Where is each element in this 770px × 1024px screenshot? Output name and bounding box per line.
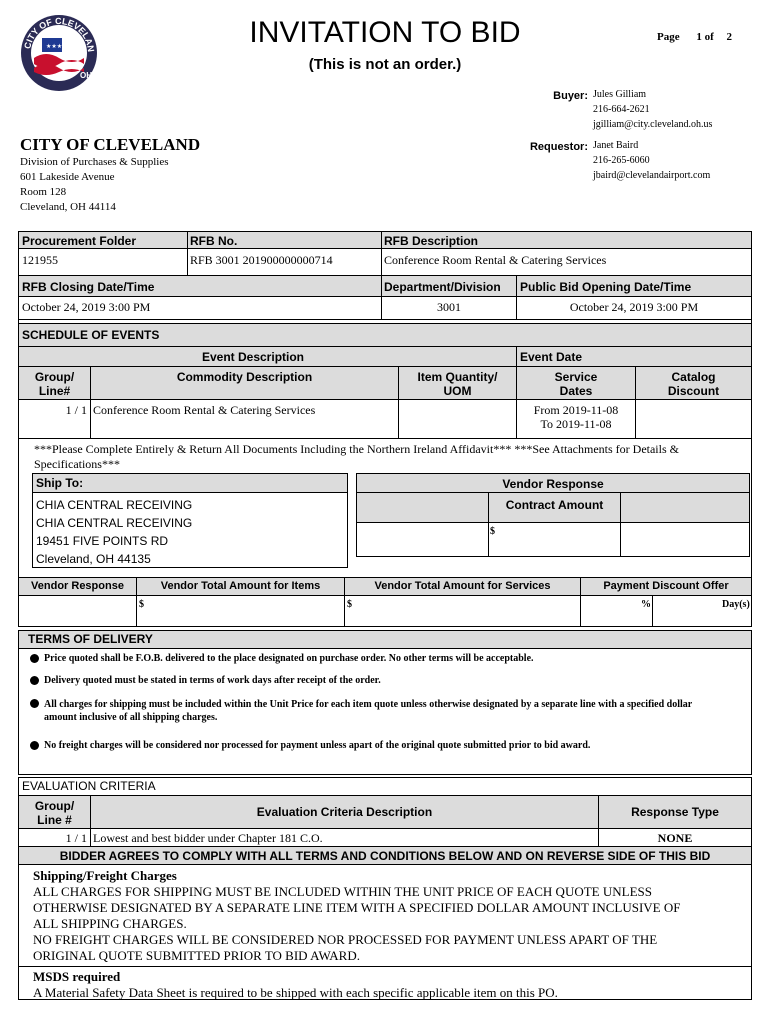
buyer-label: Buyer: [553, 90, 588, 102]
city-address-line-3: Room 128 [20, 186, 67, 198]
shipping-freight-text [33, 884, 748, 964]
terms-title: TERMS OF DELIVERY [28, 632, 153, 646]
rfb-description-label: RFB Description [384, 234, 479, 248]
rfb-description-value: Conference Room Rental & Catering Services [384, 253, 607, 267]
col-catalog: Catalog [671, 370, 716, 384]
bid-opening-value: October 24, 2019 3:00 PM [569, 300, 699, 314]
event-date-header: Event Date [520, 350, 583, 364]
rfb-closing-label: RFB Closing Date/Time [22, 280, 155, 294]
department-value: 3001 [437, 300, 461, 314]
schedule-row-service-dates [517, 403, 635, 431]
ship-to-line-4: Cleveland, OH 44135 [36, 552, 151, 566]
shipping-line-1: ALL CHARGES FOR SHIPPING MUST BE INCLUDED WITHIN THE UNIT PRICE OF EACH QUOTE UNLESS [33, 884, 652, 899]
col-group-header [19, 370, 90, 398]
col-uom: UOM [443, 384, 472, 398]
term-item-2: Delivery quoted must be stated in terms of work days after receipt of the order. [44, 675, 381, 686]
buyer-name: Jules Gilliam [593, 89, 647, 100]
ship-to-line-2: CHIA CENTRAL RECEIVING [36, 516, 193, 530]
page-current: 1 [696, 31, 702, 43]
procurement-folder-value: 121955 [22, 253, 58, 267]
discount-days-label: Day(s) [722, 599, 750, 610]
eval-row-description: Lowest and best bidder under Chapter 181 C.O. [93, 831, 323, 845]
bullet-icon [30, 741, 39, 750]
requestor-name: Janet Baird [593, 140, 639, 151]
vendor-response-title: Vendor Response [502, 477, 604, 491]
requestor-phone: 216-265-6060 [593, 155, 650, 166]
term-item-4: No freight charges will be considered nor processed for payment unless apart of the original quote submitted prior to bid award. [44, 740, 591, 751]
shipping-line-3: ALL SHIPPING CHARGES. [33, 916, 187, 931]
eval-col-description-header: Evaluation Criteria Description [256, 805, 433, 819]
vendor-services-col: Vendor Total Amount for Services [374, 580, 551, 592]
contract-amount-dollar: $ [490, 526, 495, 537]
services-amount-input[interactable] [356, 597, 578, 625]
service-to-date: To 2019-11-08 [540, 417, 612, 431]
requestor-label: Requestor: [529, 141, 588, 153]
eval-row-response: NONE [657, 831, 693, 845]
rfb-no-label: RFB No. [190, 234, 238, 248]
col-commodity-header: Commodity Description [176, 370, 313, 384]
special-instructions-note: ***Please Complete Entirely & Return All Documents Including the Northern Ireland Affidavit*** ***See Attachments for Details & Specifications*** [34, 442, 679, 471]
col-catalog-discount-header [636, 370, 751, 398]
page-indicator [657, 31, 732, 43]
contract-amount-input[interactable] [498, 524, 618, 556]
ship-to-label: Ship To: [36, 476, 84, 490]
document-subtitle: (This is not an order.) [308, 56, 462, 73]
vendor-items-col: Vendor Total Amount for Items [160, 580, 321, 592]
col-service: Service [554, 370, 598, 384]
city-address-line-4: Cleveland, OH 44114 [20, 201, 116, 213]
shipping-freight-title: Shipping/Freight Charges [33, 868, 177, 883]
col-quantity-header [399, 370, 516, 398]
bullet-icon [30, 676, 39, 685]
bidder-agrees-banner: BIDDER AGREES TO COMPLY WITH ALL TERMS AND CONDITIONS BELOW AND ON REVERSE SIDE OF THIS BID [59, 849, 711, 863]
schedule-row-description: Conference Room Rental & Catering Services [93, 403, 316, 417]
discount-days-input[interactable] [654, 597, 720, 625]
document-title: INVITATION TO BID [249, 16, 521, 49]
procurement-folder-label: Procurement Folder [22, 234, 137, 248]
page-label: Page [657, 31, 680, 43]
city-name: CITY OF CLEVELAND [20, 135, 201, 154]
msds-text: A Material Safety Data Sheet is required to be shipped with each specific applicable item on this PO. [33, 985, 558, 1000]
seal-text-bottom: OHIO [80, 71, 98, 80]
col-dates: Dates [559, 384, 593, 398]
col-discount: Discount [667, 384, 720, 398]
eval-col-group-header [19, 799, 90, 827]
col-qty: Item Quantity/ [417, 370, 498, 384]
city-seal-logo [20, 14, 98, 92]
evaluation-title: EVALUATION CRITERIA [22, 779, 156, 793]
services-dollar-sign: $ [347, 599, 352, 610]
service-from-date: From 2019-11-08 [533, 403, 619, 417]
svg-text:★★★: ★★★ [46, 43, 63, 50]
seal-text-top: CITY OF CLEVELAN [22, 15, 97, 53]
bullet-icon [30, 654, 39, 663]
schedule-row-line: 1 / 1 [65, 403, 87, 417]
eval-col-line: Line # [37, 813, 72, 827]
col-service-dates-header [517, 370, 635, 398]
term-item-3: All charges for shipping must be included within the Unit Price for each item quote unless otherwise designated by a separate line with a specified dollar amount inclusive of all shipping charges. [44, 699, 693, 723]
page-of: of [704, 31, 714, 43]
eval-col-response-header: Response Type [631, 805, 719, 819]
discount-percent-input[interactable] [582, 597, 638, 625]
col-group: Group/ [34, 370, 75, 384]
payment-discount-col: Payment Discount Offer [603, 580, 729, 592]
rfb-closing-value: October 24, 2019 3:00 PM [22, 300, 151, 314]
col-line: Line# [38, 384, 71, 398]
shipping-line-2: OTHERWISE DESIGNATED BY A SEPARATE LINE ITEM WITH A SPECIFIED DOLLAR AMOUNT INCLUSIVE OF [33, 900, 681, 915]
schedule-title: SCHEDULE OF EVENTS [22, 328, 160, 342]
requestor-email: jbaird@clevelandairport.com [593, 170, 711, 181]
eval-row-line: 1 / 1 [65, 831, 87, 845]
discount-percent-sign: % [641, 599, 651, 610]
buyer-phone: 216-664-2621 [593, 104, 650, 115]
ship-to-line-3: 19451 FIVE POINTS RD [36, 534, 169, 548]
city-address-line-2: 601 Lakeside Avenue [20, 171, 115, 183]
event-description-header: Event Description [201, 350, 305, 364]
shipping-line-4: NO FREIGHT CHARGES WILL BE CONSIDERED NOR PROCESSED FOR PAYMENT UNLESS APART OF THE [33, 932, 658, 947]
bid-opening-label: Public Bid Opening Date/Time [520, 280, 692, 294]
vendor-response-col: Vendor Response [31, 580, 124, 592]
department-label: Department/Division [384, 280, 501, 294]
ship-to-line-1: CHIA CENTRAL RECEIVING [36, 498, 193, 512]
vendor-response-input[interactable] [20, 597, 134, 625]
rfb-no-value: RFB 3001 201900000000714 [190, 253, 333, 267]
items-amount-input[interactable] [148, 597, 342, 625]
bullet-icon [30, 699, 39, 708]
city-address-line-1: Division of Purchases & Supplies [20, 156, 169, 168]
shipping-line-5: ORIGINAL QUOTE SUBMITTED PRIOR TO BID AWARD. [33, 948, 360, 963]
items-dollar-sign: $ [139, 599, 144, 610]
msds-title: MSDS required [33, 969, 121, 984]
eval-col-group: Group/ [34, 799, 75, 813]
term-item-1: Price quoted shall be F.O.B. delivered to the place designated on purchase order. No other terms will be acceptable. [44, 653, 534, 664]
buyer-email: jgilliam@city.cleveland.oh.us [593, 119, 713, 130]
contract-amount-label: Contract Amount [505, 498, 604, 512]
page-total: 2 [726, 31, 733, 43]
